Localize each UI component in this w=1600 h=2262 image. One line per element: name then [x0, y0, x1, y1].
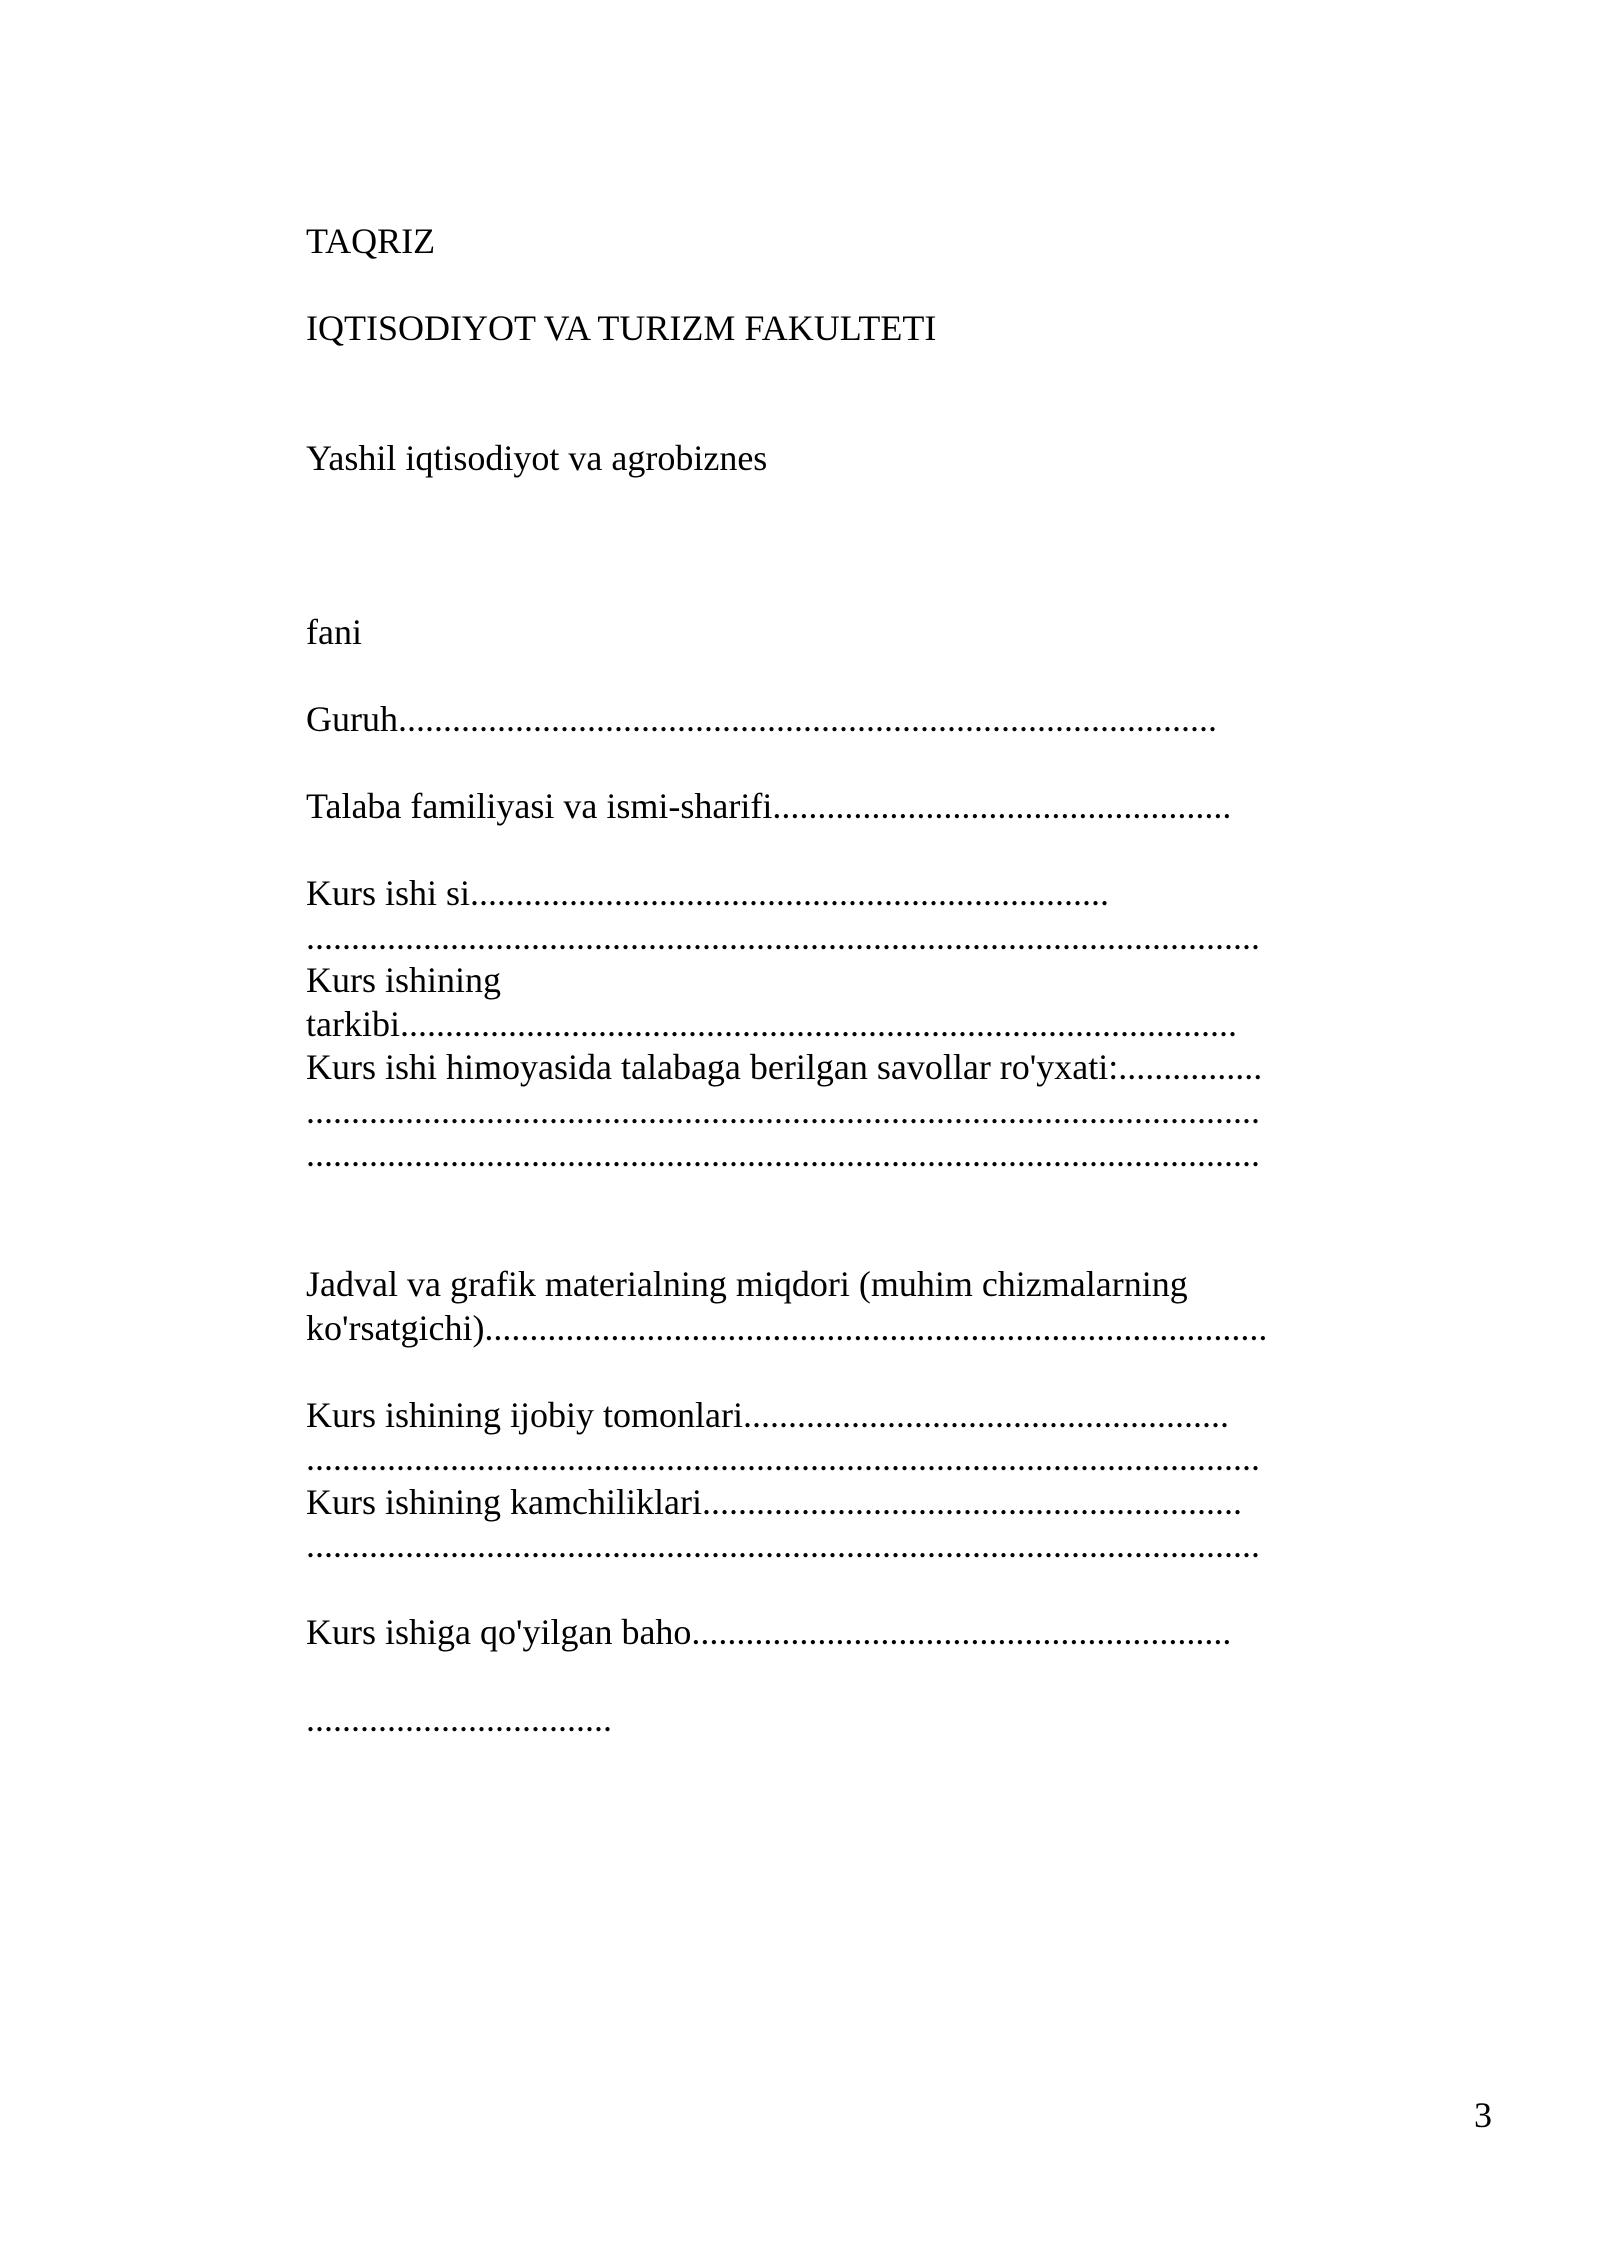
- course-work-structure-label: Kurs ishining: [306, 960, 502, 1000]
- course-work-structure-field: tarkibi.............................................................................................: [306, 1004, 1237, 1044]
- faculty-name: IQTISODIYOT VA TURIZM FAKULTETI: [306, 308, 937, 348]
- defense-questions-line-2: ..........................................................................................................: [306, 1134, 1260, 1174]
- tables-graphics-label: Jadval va grafik materialning miqdori (muhim chizmalarning: [306, 1264, 1188, 1304]
- group-field: Guruh...........................................................................................: [306, 699, 1217, 739]
- shortcomings-continuation: ..........................................................................................................: [306, 1525, 1260, 1565]
- defense-questions-field: Kurs ishi himoyasida talabaga berilgan savollar ro'yxati:................: [306, 1047, 1263, 1087]
- document-title: TAQRIZ: [306, 221, 436, 261]
- signature-line: ..................................: [306, 1699, 612, 1739]
- defense-questions-line-1: ..........................................................................................................: [306, 1091, 1260, 1131]
- course-work-topic-field: Kurs ishi si.......................................................................: [306, 873, 1110, 913]
- course-work-topic-continuation: ..........................................................................................................: [306, 917, 1260, 957]
- page-number: 3: [1474, 2095, 1492, 2135]
- positive-aspects-field: Kurs ishining ijobiy tomonlari......................................................: [306, 1395, 1229, 1435]
- grade-field: Kurs ishiga qo'yilgan baho............................................................: [306, 1612, 1232, 1652]
- student-name-field: Talaba familiyasi va ismi-sharifi...................................................: [306, 786, 1232, 826]
- tables-graphics-field: ko'rsatgichi).......................................................................................: [306, 1308, 1268, 1348]
- subject-label: fani: [306, 612, 362, 652]
- shortcomings-field: Kurs ishining kamchiliklari............................................................: [306, 1482, 1242, 1522]
- positive-aspects-continuation: ..........................................................................................................: [306, 1438, 1260, 1478]
- subject-name: Yashil iqtisodiyot va agrobiznes: [306, 438, 768, 478]
